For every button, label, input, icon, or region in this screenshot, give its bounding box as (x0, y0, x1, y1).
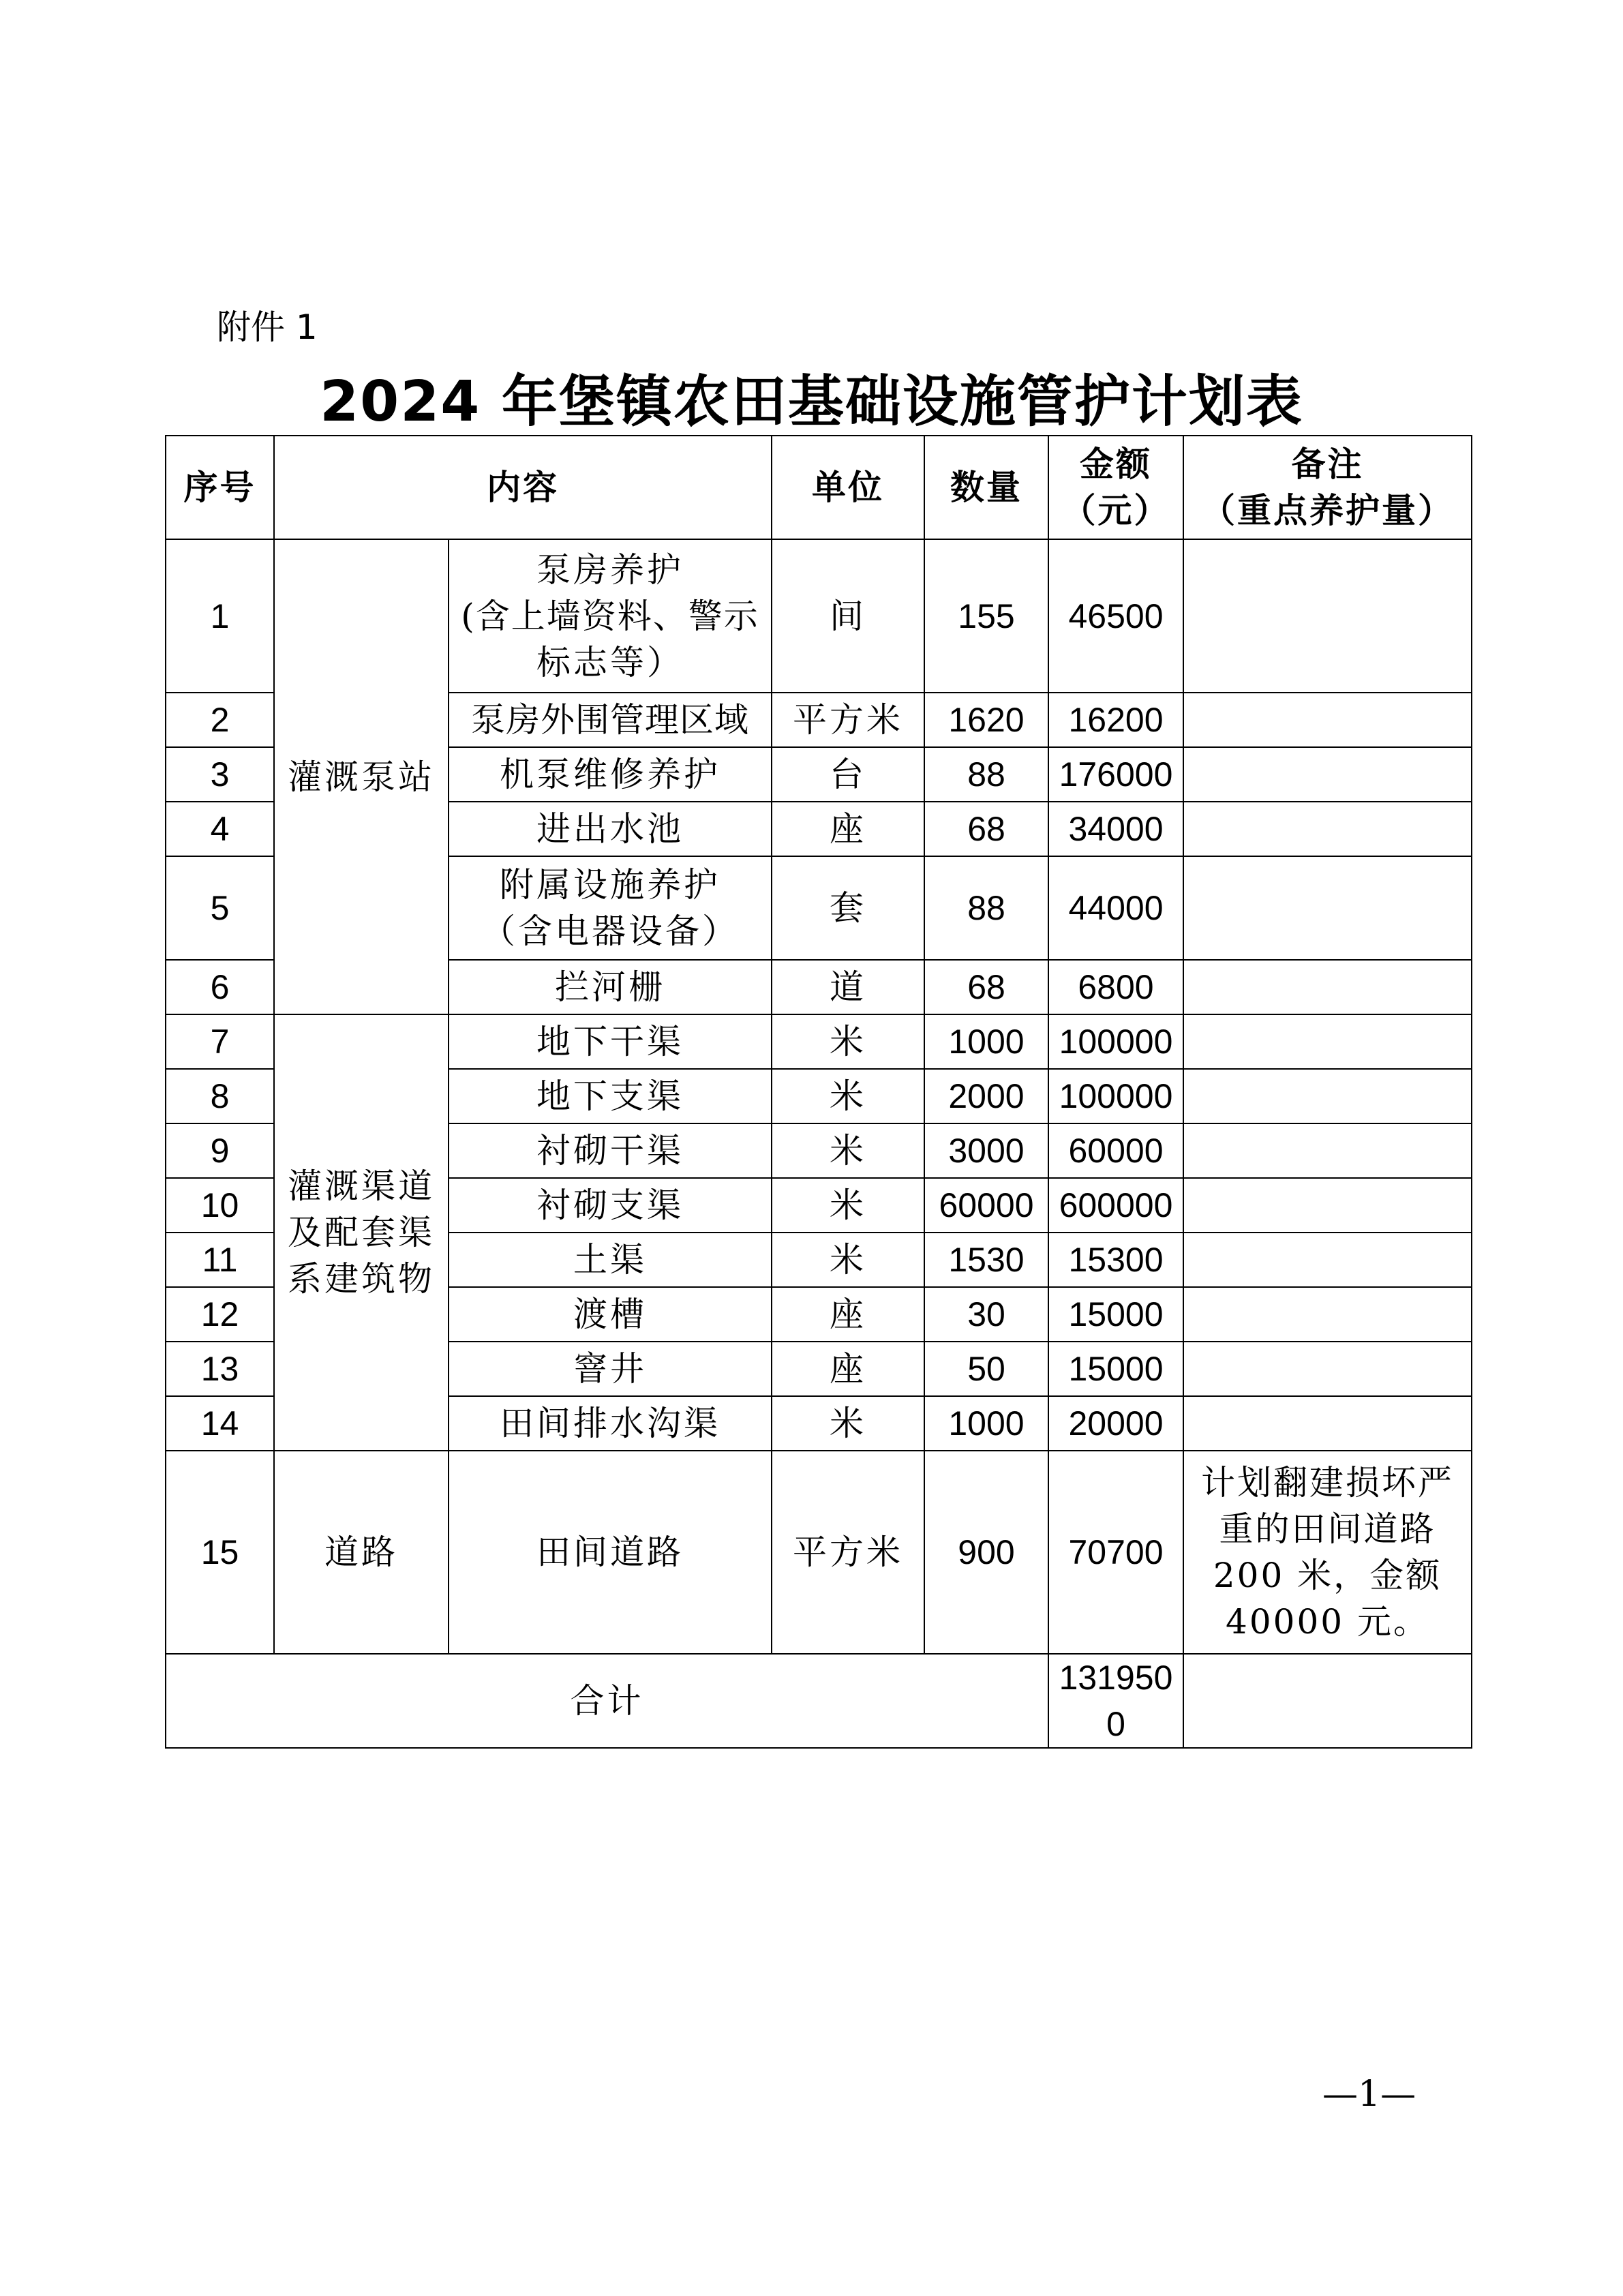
row-qty: 155 (924, 539, 1048, 693)
row-qty: 1620 (924, 693, 1048, 747)
row-remark (1183, 747, 1472, 802)
table-row (166, 539, 1472, 693)
row-no: 6 (166, 960, 274, 1014)
row-item: 渡槽 (449, 1287, 772, 1342)
row-item: 衬砌支渠 (449, 1178, 772, 1233)
row-qty: 900 (924, 1451, 1048, 1654)
row-unit: 套 (772, 856, 924, 960)
row-amount: 70700 (1048, 1451, 1183, 1654)
row-unit: 米 (772, 1123, 924, 1178)
row-qty: 3000 (924, 1123, 1048, 1178)
row-amount: 15000 (1048, 1287, 1183, 1342)
row-unit: 座 (772, 1287, 924, 1342)
row-unit: 米 (772, 1396, 924, 1451)
row-qty: 60000 (924, 1178, 1048, 1233)
row-qty: 2000 (924, 1069, 1048, 1123)
row-amount: 44000 (1048, 856, 1183, 960)
row-remark (1183, 1014, 1472, 1069)
row-remark (1183, 539, 1472, 693)
row-no: 14 (166, 1396, 274, 1451)
row-qty: 1530 (924, 1233, 1048, 1287)
row-remark (1183, 802, 1472, 856)
row-remark-line1: 计划翻建损坏严 (1201, 1463, 1454, 1502)
row-unit: 米 (772, 1233, 924, 1287)
row-item: 窨井 (449, 1342, 772, 1396)
header-remark-line2: （重点养护量） (1201, 491, 1454, 530)
total-amount-line1: 131950 (1059, 1659, 1173, 1697)
row-remark (1183, 1233, 1472, 1287)
row-item: 田间排水沟渠 (449, 1396, 772, 1451)
row-qty: 68 (924, 802, 1048, 856)
row-item-line2: （含电器设备） (481, 911, 739, 951)
row-remark (1183, 960, 1472, 1014)
row-no: 1 (166, 539, 274, 693)
page-title: 2024 年堡镇农田基础设施管护计划表 (320, 369, 1303, 434)
row-item: 机泵维修养护 (449, 747, 772, 802)
group-channels-line3: 系建筑物 (288, 1259, 435, 1299)
header-amount (1048, 436, 1183, 539)
total-amount (1048, 1654, 1183, 1748)
table-row (166, 1014, 1472, 1069)
row-qty: 88 (924, 856, 1048, 960)
total-amount-line2: 0 (1106, 1705, 1125, 1743)
total-remark (1183, 1654, 1472, 1748)
row-remark-line2: 重的田间道路 (1219, 1509, 1436, 1549)
row-amount: 15000 (1048, 1342, 1183, 1396)
row-unit: 米 (772, 1178, 924, 1233)
row-item: 泵房外围管理区域 (449, 693, 772, 747)
row-item: 衬砌干渠 (449, 1123, 772, 1178)
row-amount: 6800 (1048, 960, 1183, 1014)
row-unit: 米 (772, 1014, 924, 1069)
row-no: 13 (166, 1342, 274, 1396)
row-item-line2: (含上墙资料、警示 (461, 596, 759, 636)
row-item: 地下干渠 (449, 1014, 772, 1069)
row-amount: 176000 (1048, 747, 1183, 802)
row-unit: 座 (772, 1342, 924, 1396)
row-qty: 30 (924, 1287, 1048, 1342)
row-unit: 平方米 (772, 1451, 924, 1654)
row-amount: 600000 (1048, 1178, 1183, 1233)
row-item: 田间道路 (449, 1451, 772, 1654)
header-remark (1183, 436, 1472, 539)
row-unit: 间 (772, 539, 924, 693)
row-unit: 台 (772, 747, 924, 802)
group-channels-line2: 及配套渠 (288, 1213, 435, 1252)
row-no: 9 (166, 1123, 274, 1178)
row-remark (1183, 1342, 1472, 1396)
header-remark-line1: 备注 (1291, 444, 1364, 484)
row-amount: 100000 (1048, 1014, 1183, 1069)
row-unit: 平方米 (772, 693, 924, 747)
row-no: 8 (166, 1069, 274, 1123)
row-item-line3: 标志等） (536, 642, 684, 682)
row-no: 12 (166, 1287, 274, 1342)
header-content: 内容 (274, 436, 772, 539)
row-remark (1183, 693, 1472, 747)
row-remark (1183, 1123, 1472, 1178)
total-row (166, 1654, 1472, 1748)
table-row (166, 1451, 1472, 1654)
row-item: 地下支渠 (449, 1069, 772, 1123)
group-pump-station: 灌溉泵站 (274, 539, 449, 1014)
row-unit: 米 (772, 1069, 924, 1123)
row-amount: 15300 (1048, 1233, 1183, 1287)
row-amount: 100000 (1048, 1069, 1183, 1123)
row-amount: 16200 (1048, 693, 1183, 747)
row-item: 拦河栅 (449, 960, 772, 1014)
header-unit: 单位 (772, 436, 924, 539)
row-item-line1: 附属设施养护 (500, 865, 721, 905)
row-item (449, 856, 772, 960)
header-row (166, 436, 1472, 539)
header-no: 序号 (166, 436, 274, 539)
group-channels-line1: 灌溉渠道 (288, 1166, 435, 1206)
total-label: 合计 (166, 1654, 1048, 1748)
row-no: 3 (166, 747, 274, 802)
row-remark (1183, 1287, 1472, 1342)
header-amount-line2: （元） (1061, 491, 1170, 530)
row-no: 5 (166, 856, 274, 960)
row-qty: 68 (924, 960, 1048, 1014)
row-no: 2 (166, 693, 274, 747)
row-item-line1: 泵房养护 (536, 549, 684, 590)
row-remark (1183, 1396, 1472, 1451)
page-number: —1— (1322, 2074, 1416, 2115)
row-remark (1183, 1178, 1472, 1233)
row-unit: 座 (772, 802, 924, 856)
row-qty: 1000 (924, 1396, 1048, 1451)
row-no: 10 (166, 1178, 274, 1233)
row-amount: 46500 (1048, 539, 1183, 693)
row-amount: 20000 (1048, 1396, 1183, 1451)
row-amount: 34000 (1048, 802, 1183, 856)
row-item: 土渠 (449, 1233, 772, 1287)
row-remark (1183, 856, 1472, 960)
row-qty: 88 (924, 747, 1048, 802)
row-no: 11 (166, 1233, 274, 1287)
group-road: 道路 (274, 1451, 449, 1654)
row-item (449, 539, 772, 693)
header-qty: 数量 (924, 436, 1048, 539)
header-amount-line1: 金额 (1080, 444, 1152, 484)
group-channels (274, 1014, 449, 1451)
row-remark-line3: 200 米，金额 (1213, 1556, 1442, 1595)
row-unit: 道 (772, 960, 924, 1014)
row-no: 4 (166, 802, 274, 856)
row-amount: 60000 (1048, 1123, 1183, 1178)
row-qty: 1000 (924, 1014, 1048, 1069)
row-remark (1183, 1069, 1472, 1123)
row-remark-line4: 40000 元。 (1226, 1602, 1429, 1642)
row-qty: 50 (924, 1342, 1048, 1396)
row-no: 7 (166, 1014, 274, 1069)
row-remark (1183, 1451, 1472, 1654)
row-item: 进出水池 (449, 802, 772, 856)
row-no: 15 (166, 1451, 274, 1654)
plan-table (165, 435, 1472, 1749)
attachment-label: 附件 1 (217, 307, 318, 347)
